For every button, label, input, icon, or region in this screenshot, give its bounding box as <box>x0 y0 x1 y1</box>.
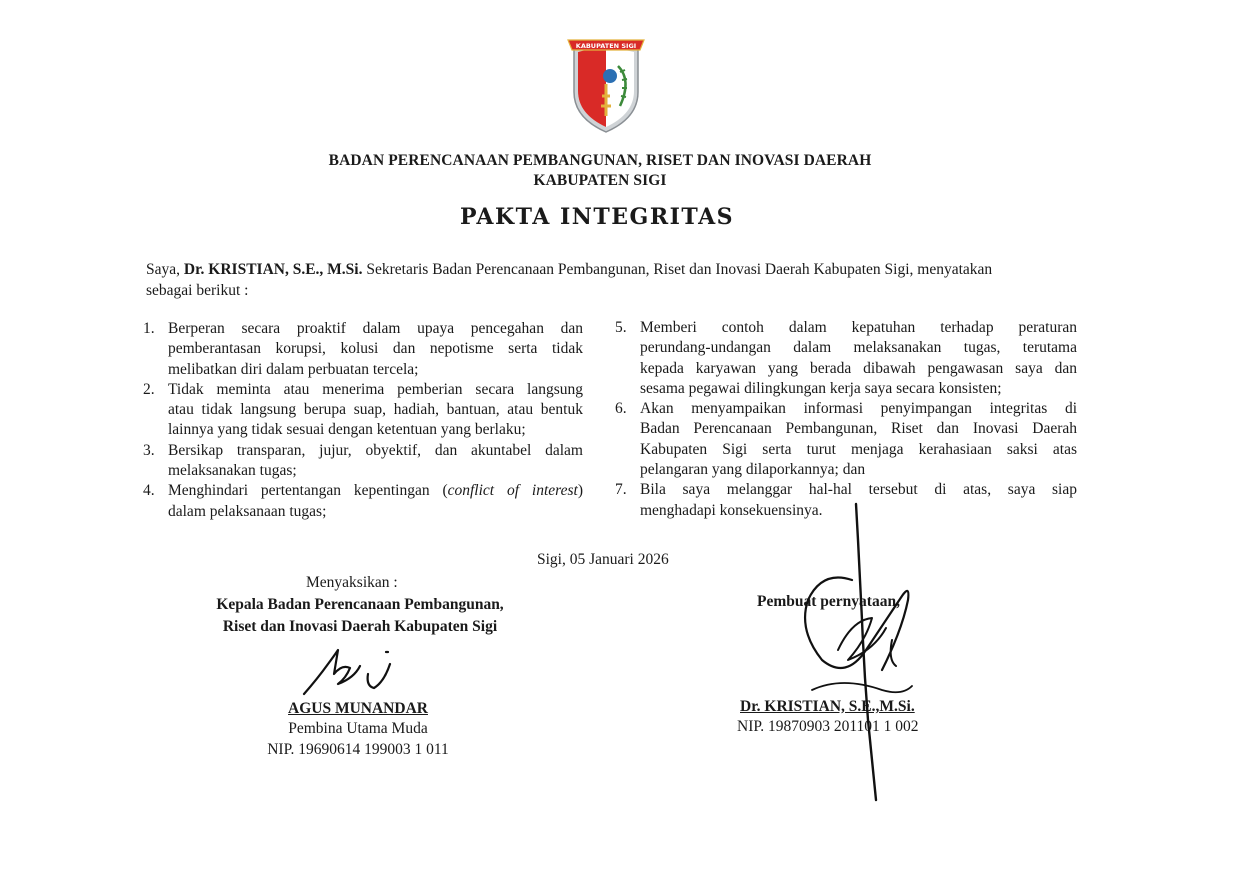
item-number: 4. <box>143 482 155 500</box>
item-number: 5. <box>615 319 627 336</box>
logo-banner-text: KABUPATEN SIGI <box>575 42 637 50</box>
kabupaten-sigi-logo <box>566 36 646 134</box>
item-line: Bersikap transparan, jujur, obyektif, dan akuntabel dalam <box>168 441 583 459</box>
witness-position-line2: Riset dan Inovasi Daerah Kabupaten Sigi <box>222 618 498 635</box>
pledge-list-left <box>143 319 583 522</box>
item-line: pemberantasan korupsi, kolusi dan nepotisme serta tidak <box>168 340 583 358</box>
item-line: dalam pelaksanaan tugas; <box>168 502 327 520</box>
pledge-item <box>143 319 583 380</box>
item-line: kepada karyawan yang berada dibawah pengawasan saya dan <box>640 359 1077 377</box>
declarant-signed-name: Dr. KRISTIAN, S.E.,M.Si. <box>740 698 915 715</box>
item-line: Kabupaten Sigi serta turut menjaga kerahasiaan saksi atas <box>640 440 1077 458</box>
item-line: sesama pegawai dilingkungan kerja saya secara konsisten; <box>640 379 1002 397</box>
witness-label: Menyaksikan : <box>306 574 398 591</box>
intro-text: Sekretaris Badan Perencanaan Pembangunan, Riset dan Inovasi Daerah Kabupaten Sigi, menyatakan <box>362 261 993 278</box>
organization-name: BADAN PERENCANAAN PEMBANGUNAN, RISET DAN INOVASI DAERAH <box>328 152 872 169</box>
organization-region: KABUPATEN SIGI <box>533 172 667 189</box>
item-text: Menghindari pertentangan kepentingan ( <box>168 482 448 500</box>
item-number: 6. <box>615 400 627 418</box>
pledge-item <box>143 441 583 482</box>
item-number: 2. <box>143 380 155 398</box>
intro-text-line2: sebagai berikut : <box>146 282 249 299</box>
declarant-nip: NIP. 19870903 201101 1 002 <box>737 718 919 735</box>
pledge-item <box>143 481 583 522</box>
item-line: pelangaran yang dilaporkannya; dan <box>640 461 866 479</box>
pledge-item <box>615 318 1077 399</box>
item-line: lainnya yang tidak sesuai dengan ketentuan yang berlaku; <box>168 421 526 439</box>
witness-position-line1: Kepala Badan Perencanaan Pembangunan, <box>216 596 504 613</box>
intro-prefix: Saya, <box>146 261 184 278</box>
item-number: 3. <box>143 441 155 459</box>
item-emphasis: conflict of interest <box>447 482 578 500</box>
intro-paragraph <box>146 259 1081 301</box>
item-line: Memberi contoh dalam kepatuhan terhadap peraturan <box>640 319 1077 336</box>
item-line: Tidak meminta atau menerima pemberian secara langsung <box>168 380 583 398</box>
declarant-signature <box>782 500 932 810</box>
item-number: 1. <box>143 320 155 337</box>
item-line: melaksanakan tugas; <box>168 462 297 480</box>
witness-signature <box>298 644 398 700</box>
witness-nip: NIP. 19690614 199003 1 011 <box>267 741 449 758</box>
witness-rank: Pembina Utama Muda <box>288 720 428 737</box>
item-line: Akan menyampaikan informasi penyimpangan integritas di <box>640 400 1077 418</box>
document-title: PAKTA INTEGRITAS <box>459 204 735 230</box>
item-text: ) <box>577 482 583 500</box>
pledge-item <box>143 380 583 441</box>
item-line: Badan Perencanaan Pembangunan, Riset dan Inovasi Daerah <box>640 420 1077 438</box>
item-line: Bila saya melanggar hal-hal tersebut di atas, saya siap <box>640 481 1077 499</box>
declarant-name: Dr. KRISTIAN, S.E., M.Si. <box>183 261 363 278</box>
item-line: menghadapi konsekuensinya. <box>640 501 823 519</box>
pledge-list-right <box>615 318 1077 521</box>
pledge-item <box>615 399 1077 480</box>
declarant-label: Pembuat pernyataan, <box>757 593 900 610</box>
item-number: 7. <box>615 481 627 499</box>
document-date: Sigi, 05 Januari 2026 <box>537 551 669 568</box>
item-line: melibatkan diri dalam perbuatan tercela; <box>168 360 419 378</box>
item-line: perundang-undangan dalam melaksanakan tugas, terutama <box>640 339 1077 357</box>
item-line: atau tidak langsung berupa suap, hadiah, bantuan, atau bentuk <box>168 401 583 419</box>
witness-position <box>160 594 560 638</box>
witness-name: AGUS MUNANDAR <box>288 700 428 717</box>
item-line <box>168 481 583 501</box>
item-line: Berperan secara proaktif dalam upaya pencegahan dan <box>168 320 583 337</box>
